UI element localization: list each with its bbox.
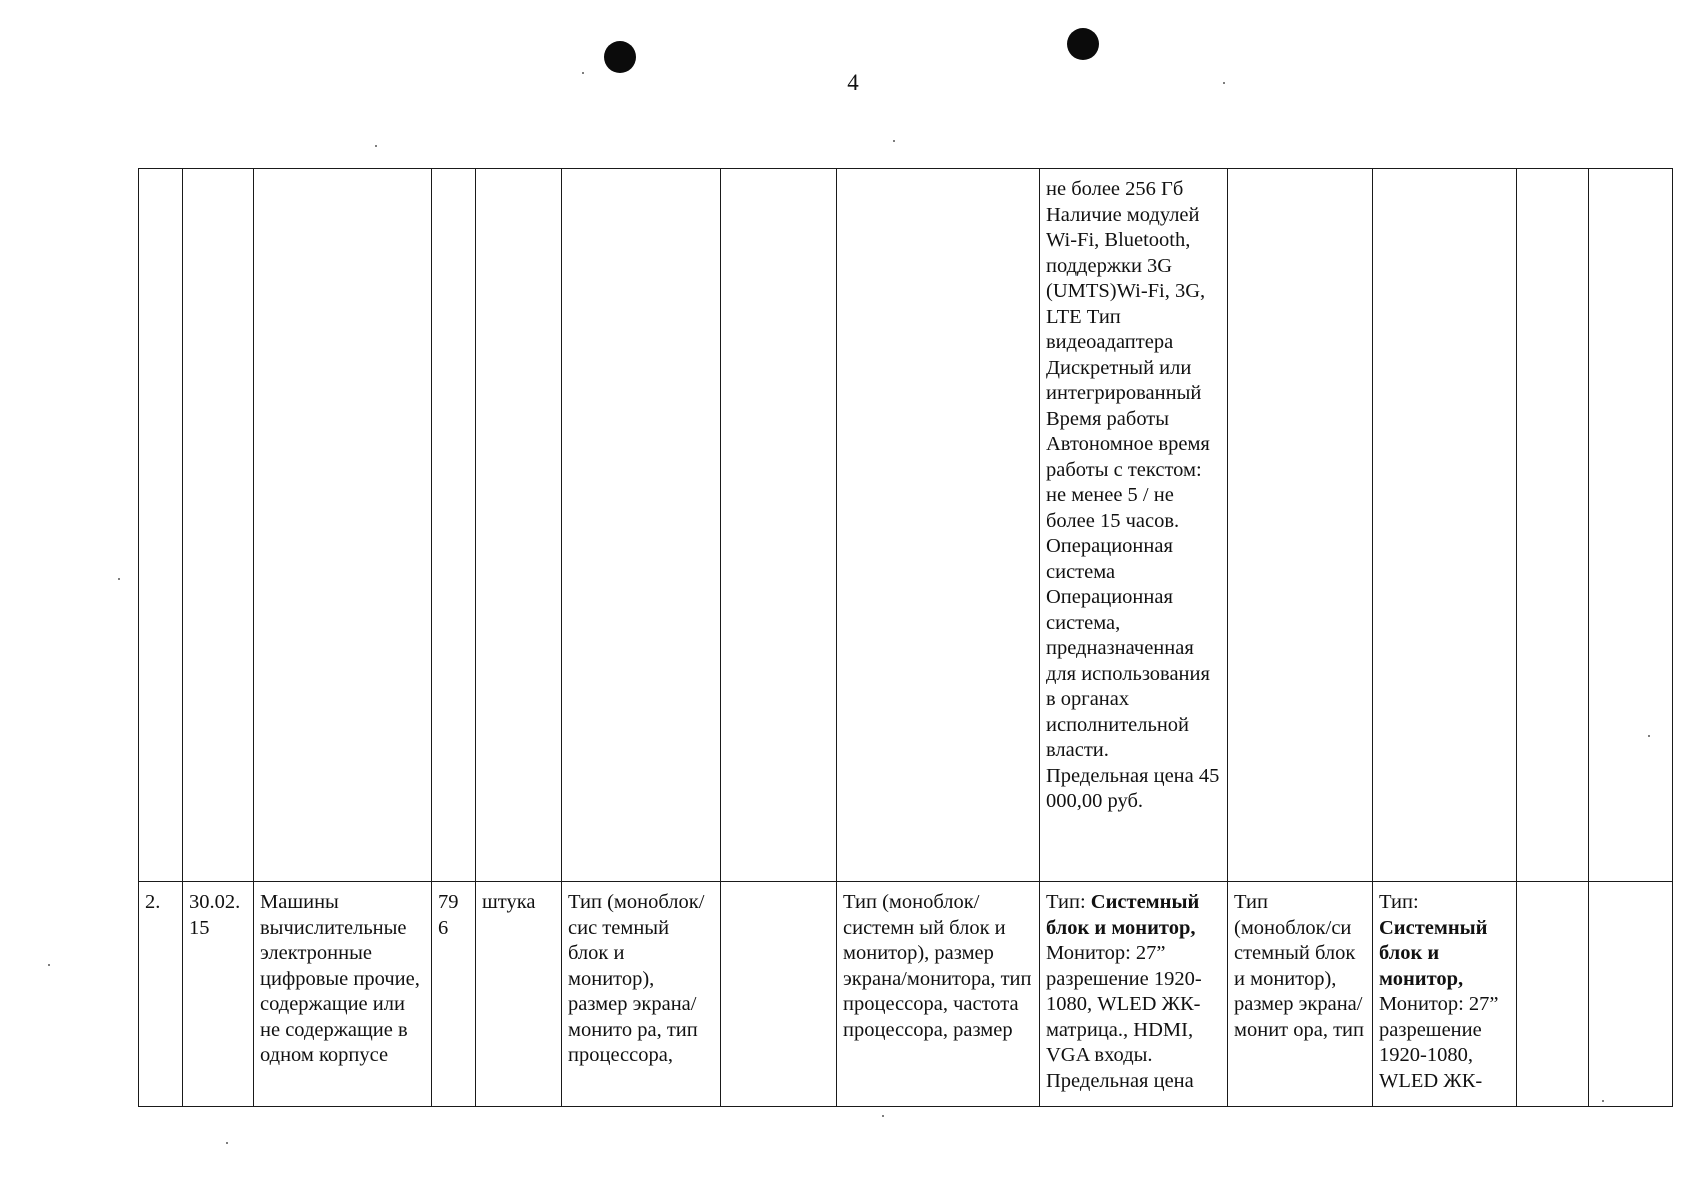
specification-table (138, 168, 1673, 1107)
cell-characteristic-3 (1228, 169, 1373, 882)
cell-empty-3 (1589, 882, 1673, 1107)
spec-text: Монитор: 27” разрешение 1920-1080, WLED ЖК-матрица., HDMI, VGA входы. Предельная цена (1046, 942, 1202, 1092)
cell-unit-code (432, 169, 476, 882)
cell-characteristic-3: Тип (моноблок/си стемный блок и монитор), размер экрана/монит ора, тип (1228, 882, 1373, 1107)
cell-code: 30.02. 15 (183, 882, 254, 1107)
cell-unit: штука (476, 882, 562, 1107)
cell-specification-2 (1373, 882, 1517, 1107)
cell-specification-2 (1373, 169, 1517, 882)
scan-speck (582, 72, 584, 74)
cell-name: Машины вычислительные электронные цифровые прочие, содержащие или не содержащие в одном корпусе (254, 882, 432, 1107)
cell-characteristic-2: Тип (моноблок/системн ый блок и монитор), размер экрана/монитора, тип процессора, частота процессора, размер (837, 882, 1040, 1107)
punch-hole-right (1067, 28, 1099, 60)
cell-number: 2. (139, 882, 183, 1107)
cell-empty-2 (1517, 169, 1589, 882)
spec-label: Тип: (1046, 891, 1091, 913)
spec-bold: Системный блок и монитор, (1379, 916, 1488, 990)
scan-speck (48, 964, 50, 966)
cell-number (139, 169, 183, 882)
page-number: 4 (847, 70, 859, 95)
spec-text: Монитор: 27” разрешение 1920-1080, WLED ЖК- (1379, 993, 1499, 1092)
table-row (139, 882, 1673, 1107)
cell-code (183, 169, 254, 882)
scan-speck (118, 578, 120, 580)
table-row (139, 169, 1673, 882)
punch-hole-left (604, 41, 636, 73)
scan-speck (226, 1142, 228, 1144)
scan-speck (893, 140, 895, 142)
cell-characteristic (562, 169, 721, 882)
scan-speck (882, 1115, 884, 1117)
scan-speck (1648, 735, 1650, 737)
cell-empty (721, 882, 837, 1107)
spec-bold: Системный блок и монитор, (1046, 891, 1200, 939)
cell-empty-3 (1589, 169, 1673, 882)
cell-specification (1040, 882, 1228, 1107)
cell-characteristic: Тип (моноблок/сис темный блок и монитор), размер экрана/монито ра, тип процессора, (562, 882, 721, 1107)
spec-label: Тип: (1379, 891, 1419, 913)
cell-unit-code: 79 6 (432, 882, 476, 1107)
cell-characteristic-2 (837, 169, 1040, 882)
scan-speck (375, 145, 377, 147)
scan-speck (1223, 82, 1225, 84)
scan-speck (1602, 1100, 1604, 1102)
cell-specification: не более 256 Гб Наличие модулей Wi-Fi, Bluetooth, поддержки 3G (UMTS)Wi-Fi, 3G, LTE Тип видеоадаптера Дискретный или интегрированный Время работы Автономное время работы с текстом: не менее 5 / не более 15 часов. Операционная система Операционная система, предназначенная для использования в органах исполнительной власти. Предельная цена 45 000,00 руб. (1040, 169, 1228, 882)
cell-empty (721, 169, 837, 882)
cell-empty-2 (1517, 882, 1589, 1107)
cell-name (254, 169, 432, 882)
cell-unit (476, 169, 562, 882)
